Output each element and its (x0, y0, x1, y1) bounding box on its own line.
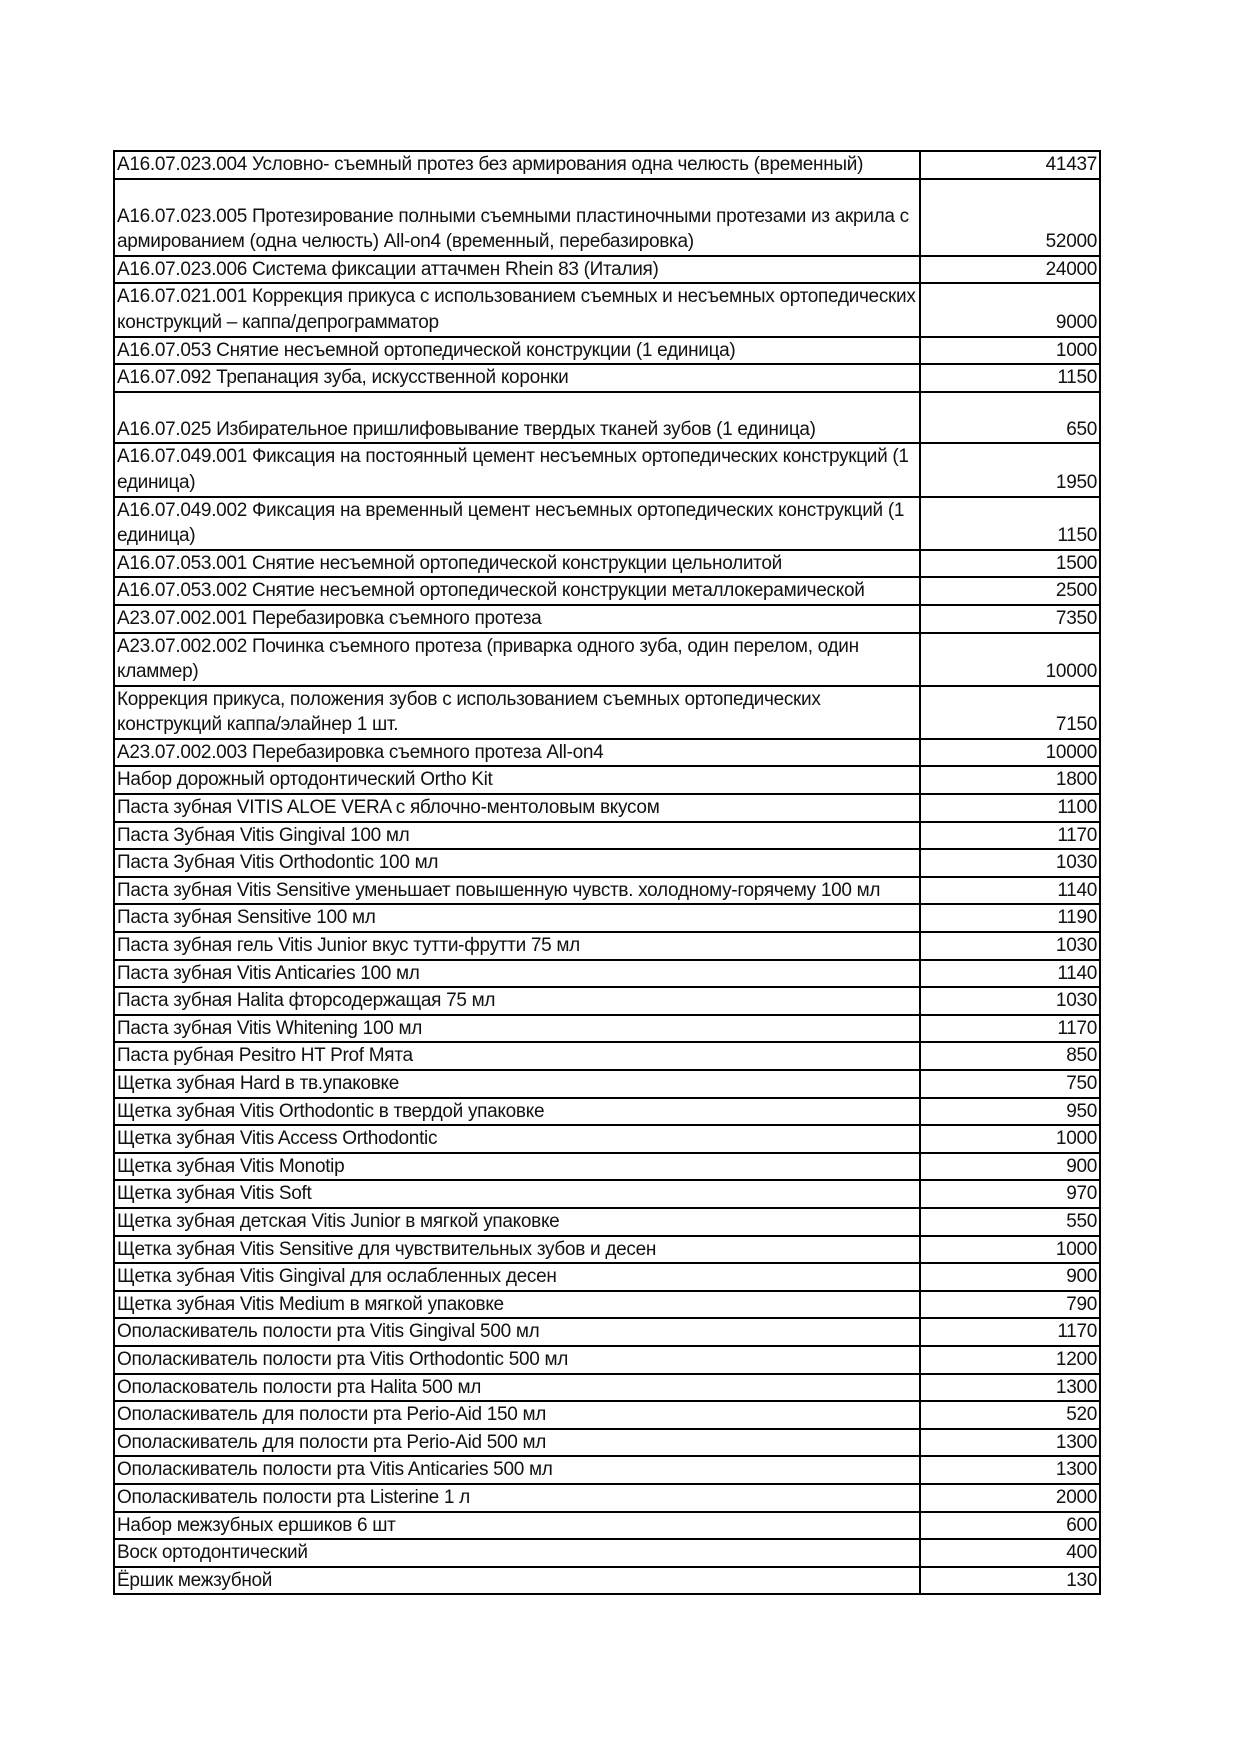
table-row (114, 766, 1100, 794)
service-name-cell: А16.07.021.001 Коррекция прикуса с использованием съемных и несъемных ортопедических конструкций – каппа/депрограмматор (114, 283, 920, 336)
table-row (114, 1456, 1100, 1484)
table-row (114, 739, 1100, 767)
table-row (114, 932, 1100, 960)
service-name-cell: Щетка зубная Vitis Monotip (114, 1153, 920, 1181)
price-cell: 1300 (920, 1456, 1100, 1484)
table-row (114, 337, 1100, 365)
service-name-cell: А16.07.049.002 Фиксация на временный цемент несъемных ортопедических конструкций (1 единица) (114, 497, 920, 550)
service-name-cell: А16.07.053.002 Снятие несъемной ортопедической конструкции металлокерамической (114, 577, 920, 605)
table-row (114, 1015, 1100, 1043)
service-name-cell: Паста зубная Vitis Anticaries 100 мл (114, 960, 920, 988)
price-cell: 850 (920, 1042, 1100, 1070)
service-name-cell: А16.07.025 Избирательное пришлифовывание твердых тканей зубов (1 единица) (114, 392, 920, 444)
service-name-cell: Щетка зубная Vitis Orthodontic в твердой упаковке (114, 1098, 920, 1126)
table-row (114, 1291, 1100, 1319)
table-row (114, 1401, 1100, 1429)
service-name-cell: А16.07.053 Снятие несъемной ортопедической конструкции (1 единица) (114, 337, 920, 365)
price-cell: 1200 (920, 1346, 1100, 1374)
price-cell: 1140 (920, 877, 1100, 905)
service-name-cell: Паста Зубная Vitis Orthodontic 100 мл (114, 849, 920, 877)
service-name-cell: А23.07.002.002 Починка съемного протеза (приварка одного зуба, один перелом, один кламмер) (114, 633, 920, 686)
table-row (114, 151, 1100, 179)
price-table-body (114, 151, 1100, 1594)
table-row (114, 1125, 1100, 1153)
price-cell: 10000 (920, 633, 1100, 686)
service-name-cell: Ополаскиватель полости рта Vitis Gingival 500 мл (114, 1318, 920, 1346)
price-cell: 950 (920, 1098, 1100, 1126)
price-table (113, 150, 1101, 1595)
price-cell: 1100 (920, 794, 1100, 822)
price-cell: 52000 (920, 179, 1100, 256)
price-cell: 1030 (920, 932, 1100, 960)
service-name-cell: А16.07.049.001 Фиксация на постоянный цемент несъемных ортопедических конструкций (1 единица) (114, 443, 920, 496)
service-name-cell: Щетка зубная Vitis Sensitive для чувствительных зубов и десен (114, 1236, 920, 1264)
table-row (114, 256, 1100, 284)
price-cell: 1170 (920, 822, 1100, 850)
price-cell: 7150 (920, 686, 1100, 739)
service-name-cell: А16.07.092 Трепанация зуба, искусственной коронки (114, 364, 920, 392)
table-row (114, 1484, 1100, 1512)
service-name-cell: Щетка зубная Vitis Soft (114, 1180, 920, 1208)
table-row (114, 1208, 1100, 1236)
service-name-cell: Паста Зубная Vitis Gingival 100 мл (114, 822, 920, 850)
service-name-cell: Набор дорожный ортодонтический Ortho Kit (114, 766, 920, 794)
table-row (114, 822, 1100, 850)
table-row (114, 1567, 1100, 1595)
table-row (114, 877, 1100, 905)
price-cell: 1950 (920, 443, 1100, 496)
service-name-cell: Щетка зубная Vitis Access Orthodontic (114, 1125, 920, 1153)
price-cell: 1030 (920, 849, 1100, 877)
table-row (114, 1374, 1100, 1402)
price-cell: 24000 (920, 256, 1100, 284)
service-name-cell: Ополаскиватель полости рта Vitis Orthodontic 500 мл (114, 1346, 920, 1374)
service-name-cell: Паста рубная Pesitro HT Prof Мята (114, 1042, 920, 1070)
table-row (114, 550, 1100, 578)
table-row (114, 987, 1100, 1015)
price-cell: 130 (920, 1567, 1100, 1595)
table-row (114, 904, 1100, 932)
service-name-cell: А16.07.053.001 Снятие несъемной ортопедической конструкции цельнолитой (114, 550, 920, 578)
table-row (114, 1429, 1100, 1457)
table-row (114, 283, 1100, 336)
price-cell: 1300 (920, 1374, 1100, 1402)
table-row (114, 1042, 1100, 1070)
price-cell: 1150 (920, 497, 1100, 550)
price-cell: 520 (920, 1401, 1100, 1429)
price-cell: 790 (920, 1291, 1100, 1319)
table-row (114, 443, 1100, 496)
service-name-cell: Ополаскиватель для полости рта Perio-Aid 500 мл (114, 1429, 920, 1457)
table-row (114, 392, 1100, 444)
service-name-cell: Паста зубная VITIS ALOE VERA с яблочно-ментоловым вкусом (114, 794, 920, 822)
table-row (114, 605, 1100, 633)
table-row (114, 1318, 1100, 1346)
price-cell: 1170 (920, 1318, 1100, 1346)
price-cell: 550 (920, 1208, 1100, 1236)
table-row (114, 1180, 1100, 1208)
table-row (114, 1346, 1100, 1374)
service-name-cell: Ополаскователь полости рта Halita 500 мл (114, 1374, 920, 1402)
table-row (114, 633, 1100, 686)
price-cell: 41437 (920, 151, 1100, 179)
price-cell: 7350 (920, 605, 1100, 633)
price-cell: 10000 (920, 739, 1100, 767)
price-cell: 1190 (920, 904, 1100, 932)
service-name-cell: Щетка зубная детская Vitis Junior в мягкой упаковке (114, 1208, 920, 1236)
service-name-cell: А16.07.023.005 Протезирование полными съемными пластиночными протезами из акрила с армированием (одна челюсть) All-on4 (временный, перебазировка) (114, 179, 920, 256)
table-row (114, 577, 1100, 605)
price-cell: 650 (920, 392, 1100, 444)
service-name-cell: А16.07.023.004 Условно- съемный протез без армирования одна челюсть (временный) (114, 151, 920, 179)
table-row (114, 794, 1100, 822)
price-cell: 1170 (920, 1015, 1100, 1043)
table-row (114, 960, 1100, 988)
service-name-cell: Паста зубная гель Vitis Junior вкус тутти-фрутти 75 мл (114, 932, 920, 960)
price-cell: 400 (920, 1539, 1100, 1567)
service-name-cell: Паста зубная Vitis Sensitive уменьшает повышенную чувств. холодному-горячему 100 мл (114, 877, 920, 905)
service-name-cell: Набор межзубных ершиков 6 шт (114, 1512, 920, 1540)
service-name-cell: Щетка зубная Hard в тв.упаковке (114, 1070, 920, 1098)
price-cell: 1140 (920, 960, 1100, 988)
service-name-cell: Паста зубная Vitis Whitening 100 мл (114, 1015, 920, 1043)
price-cell: 1000 (920, 1236, 1100, 1264)
table-row (114, 1512, 1100, 1540)
table-row (114, 1263, 1100, 1291)
service-name-cell: Паста зубная Halita фторсодержащая 75 мл (114, 987, 920, 1015)
price-cell: 600 (920, 1512, 1100, 1540)
price-cell: 900 (920, 1263, 1100, 1291)
table-row (114, 1539, 1100, 1567)
service-name-cell: Щетка зубная Vitis Medium в мягкой упаковке (114, 1291, 920, 1319)
service-name-cell: Воск ортодонтический (114, 1539, 920, 1567)
table-row (114, 497, 1100, 550)
service-name-cell: Коррекция прикуса, положения зубов с использованием съемных ортопедических конструкций каппа/элайнер 1 шт. (114, 686, 920, 739)
service-name-cell: Ополаскиватель полости рта Listerine 1 л (114, 1484, 920, 1512)
price-cell: 2000 (920, 1484, 1100, 1512)
table-row (114, 364, 1100, 392)
table-row (114, 849, 1100, 877)
service-name-cell: А16.07.023.006 Система фиксации аттачмен Rhein 83 (Италия) (114, 256, 920, 284)
price-cell: 970 (920, 1180, 1100, 1208)
service-name-cell: А23.07.002.003 Перебазировка съемного протеза All-on4 (114, 739, 920, 767)
table-row (114, 686, 1100, 739)
service-name-cell: А23.07.002.001 Перебазировка съемного протеза (114, 605, 920, 633)
price-cell: 2500 (920, 577, 1100, 605)
service-name-cell: Ополаскиватель для полости рта Perio-Aid 150 мл (114, 1401, 920, 1429)
table-row (114, 1236, 1100, 1264)
price-cell: 9000 (920, 283, 1100, 336)
service-name-cell: Ополаскиватель полости рта Vitis Anticaries 500 мл (114, 1456, 920, 1484)
price-cell: 1500 (920, 550, 1100, 578)
table-row (114, 179, 1100, 256)
table-row (114, 1098, 1100, 1126)
service-name-cell: Ёршик межзубной (114, 1567, 920, 1595)
service-name-cell: Паста зубная Sensitive 100 мл (114, 904, 920, 932)
service-name-cell: Щетка зубная Vitis Gingival для ослабленных десен (114, 1263, 920, 1291)
price-cell: 900 (920, 1153, 1100, 1181)
table-row (114, 1153, 1100, 1181)
price-cell: 1000 (920, 1125, 1100, 1153)
price-cell: 750 (920, 1070, 1100, 1098)
table-row (114, 1070, 1100, 1098)
price-cell: 1300 (920, 1429, 1100, 1457)
price-cell: 1000 (920, 337, 1100, 365)
price-cell: 1800 (920, 766, 1100, 794)
price-cell: 1030 (920, 987, 1100, 1015)
price-cell: 1150 (920, 364, 1100, 392)
